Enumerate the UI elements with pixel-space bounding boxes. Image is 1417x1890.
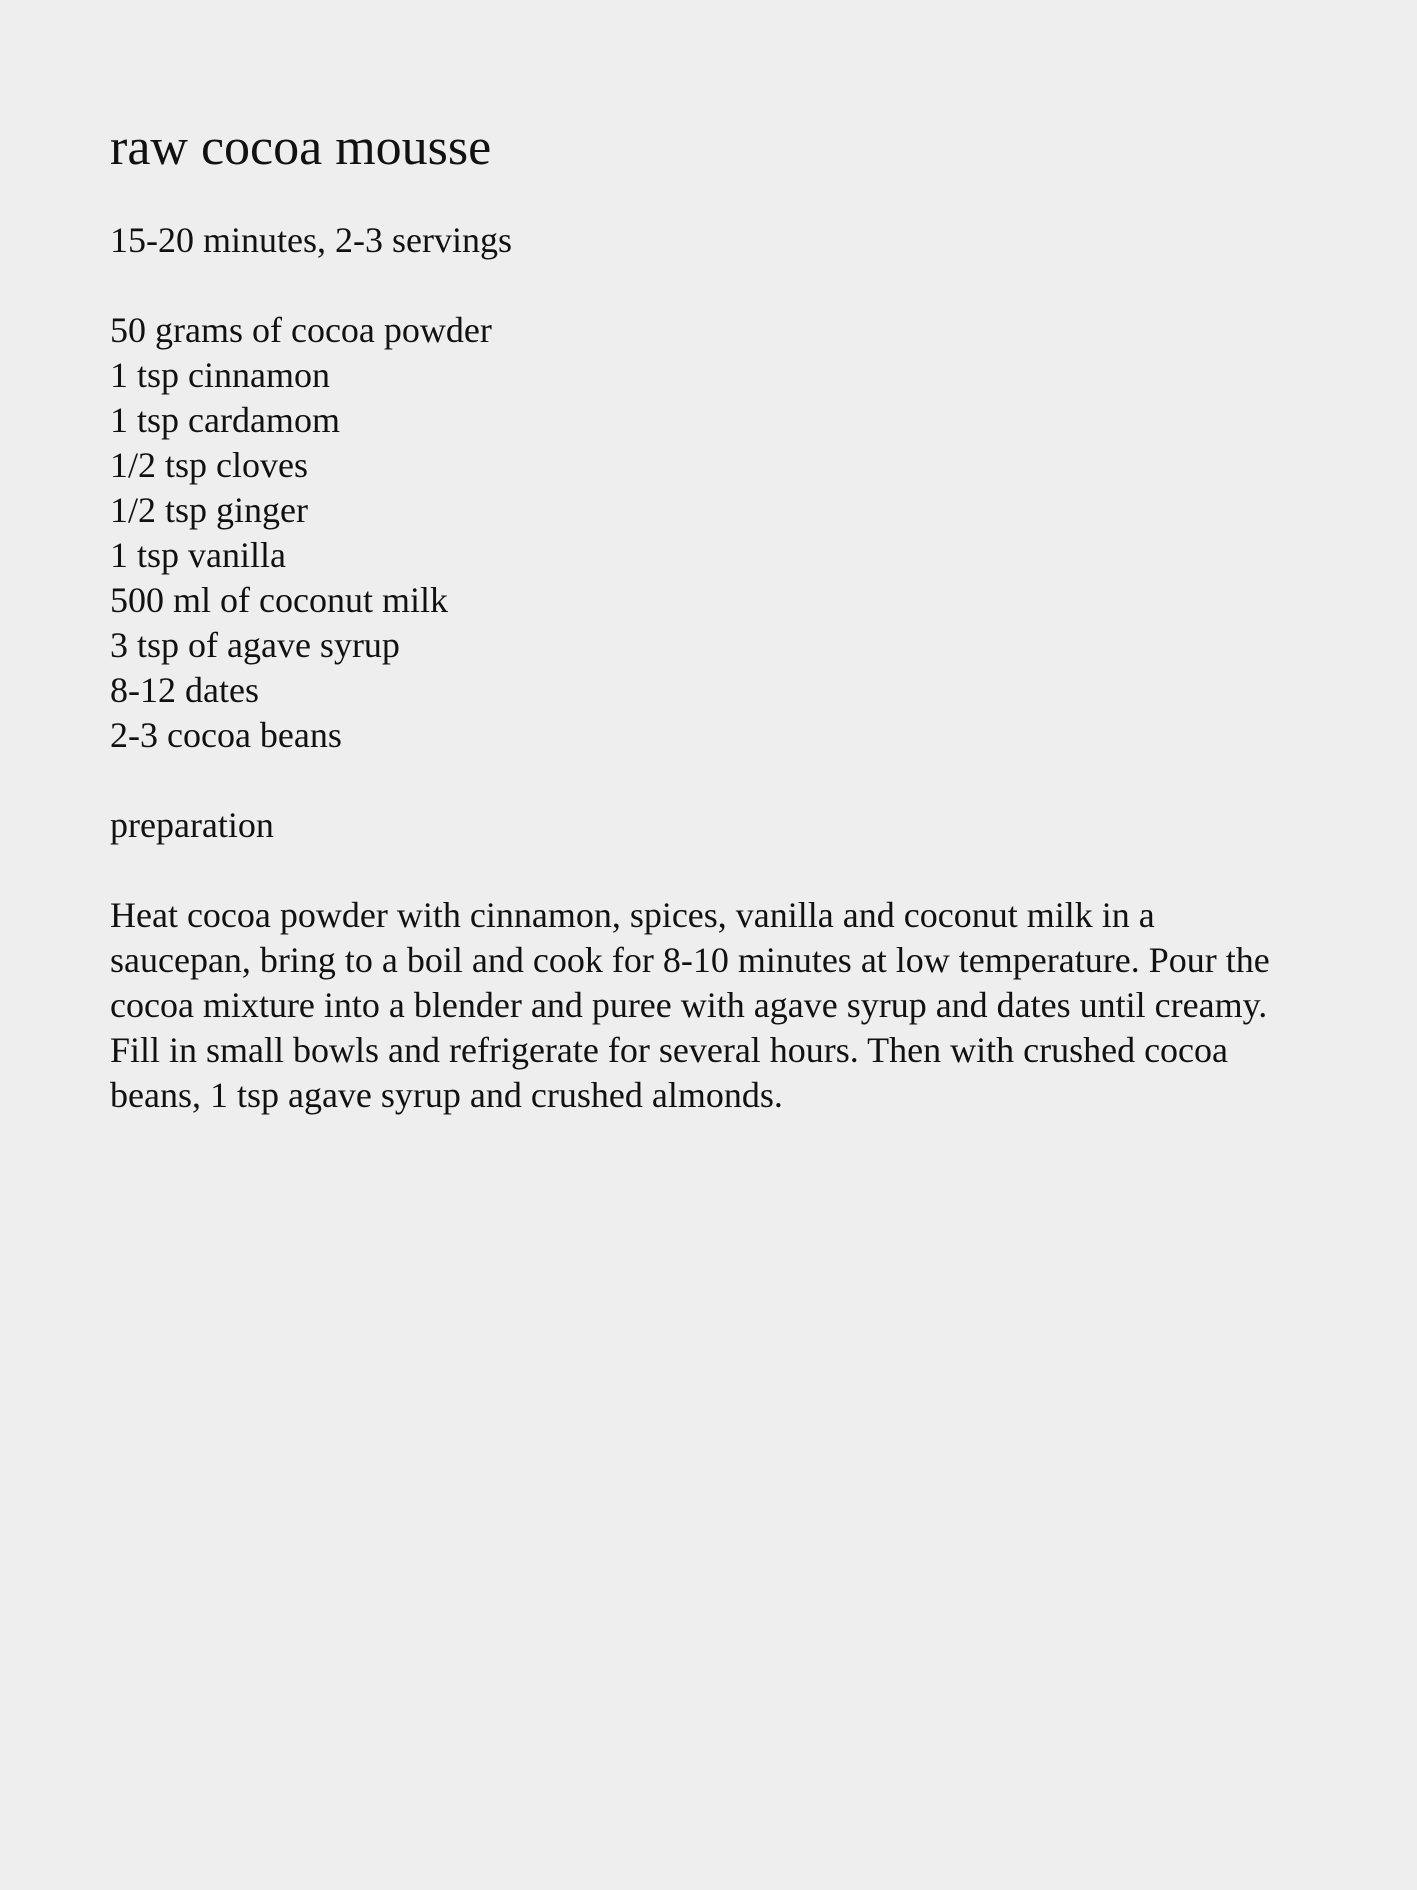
recipe-meta: 15-20 minutes, 2-3 servings — [110, 220, 512, 260]
ingredient-item: 1 tsp cinnamon — [110, 355, 330, 395]
preparation-paragraph: Heat cocoa powder with cinnamon, spices, vanilla and coconut milk in a saucepan, bring to a boil and cook for 8-10 minutes at low temperature. Pour the cocoa mixture into a blender and puree with agave syrup and dates until creamy. — [110, 895, 1270, 1025]
preparation-text — [110, 893, 1290, 1118]
preparation-heading: preparation — [110, 805, 274, 845]
ingredient-item: 8-12 dates — [110, 670, 259, 710]
ingredient-item: 2-3 cocoa beans — [110, 715, 342, 755]
preparation-paragraph: Fill in small bowls and refrigerate for several hours. Then with crushed cocoa beans, 1 tsp agave syrup and crushed almonds. — [110, 1030, 1229, 1115]
ingredient-item: 500 ml of coconut milk — [110, 580, 448, 620]
ingredient-item: 1 tsp cardamom — [110, 400, 340, 440]
ingredient-item: 1/2 tsp cloves — [110, 445, 308, 485]
ingredient-item: 1/2 tsp ginger — [110, 490, 308, 530]
recipe-title: raw cocoa mousse — [110, 119, 492, 176]
ingredient-item: 1 tsp vanilla — [110, 535, 286, 575]
ingredient-item: 3 tsp of agave syrup — [110, 625, 400, 665]
ingredient-list — [110, 308, 492, 758]
ingredient-item: 50 grams of cocoa powder — [110, 310, 492, 350]
